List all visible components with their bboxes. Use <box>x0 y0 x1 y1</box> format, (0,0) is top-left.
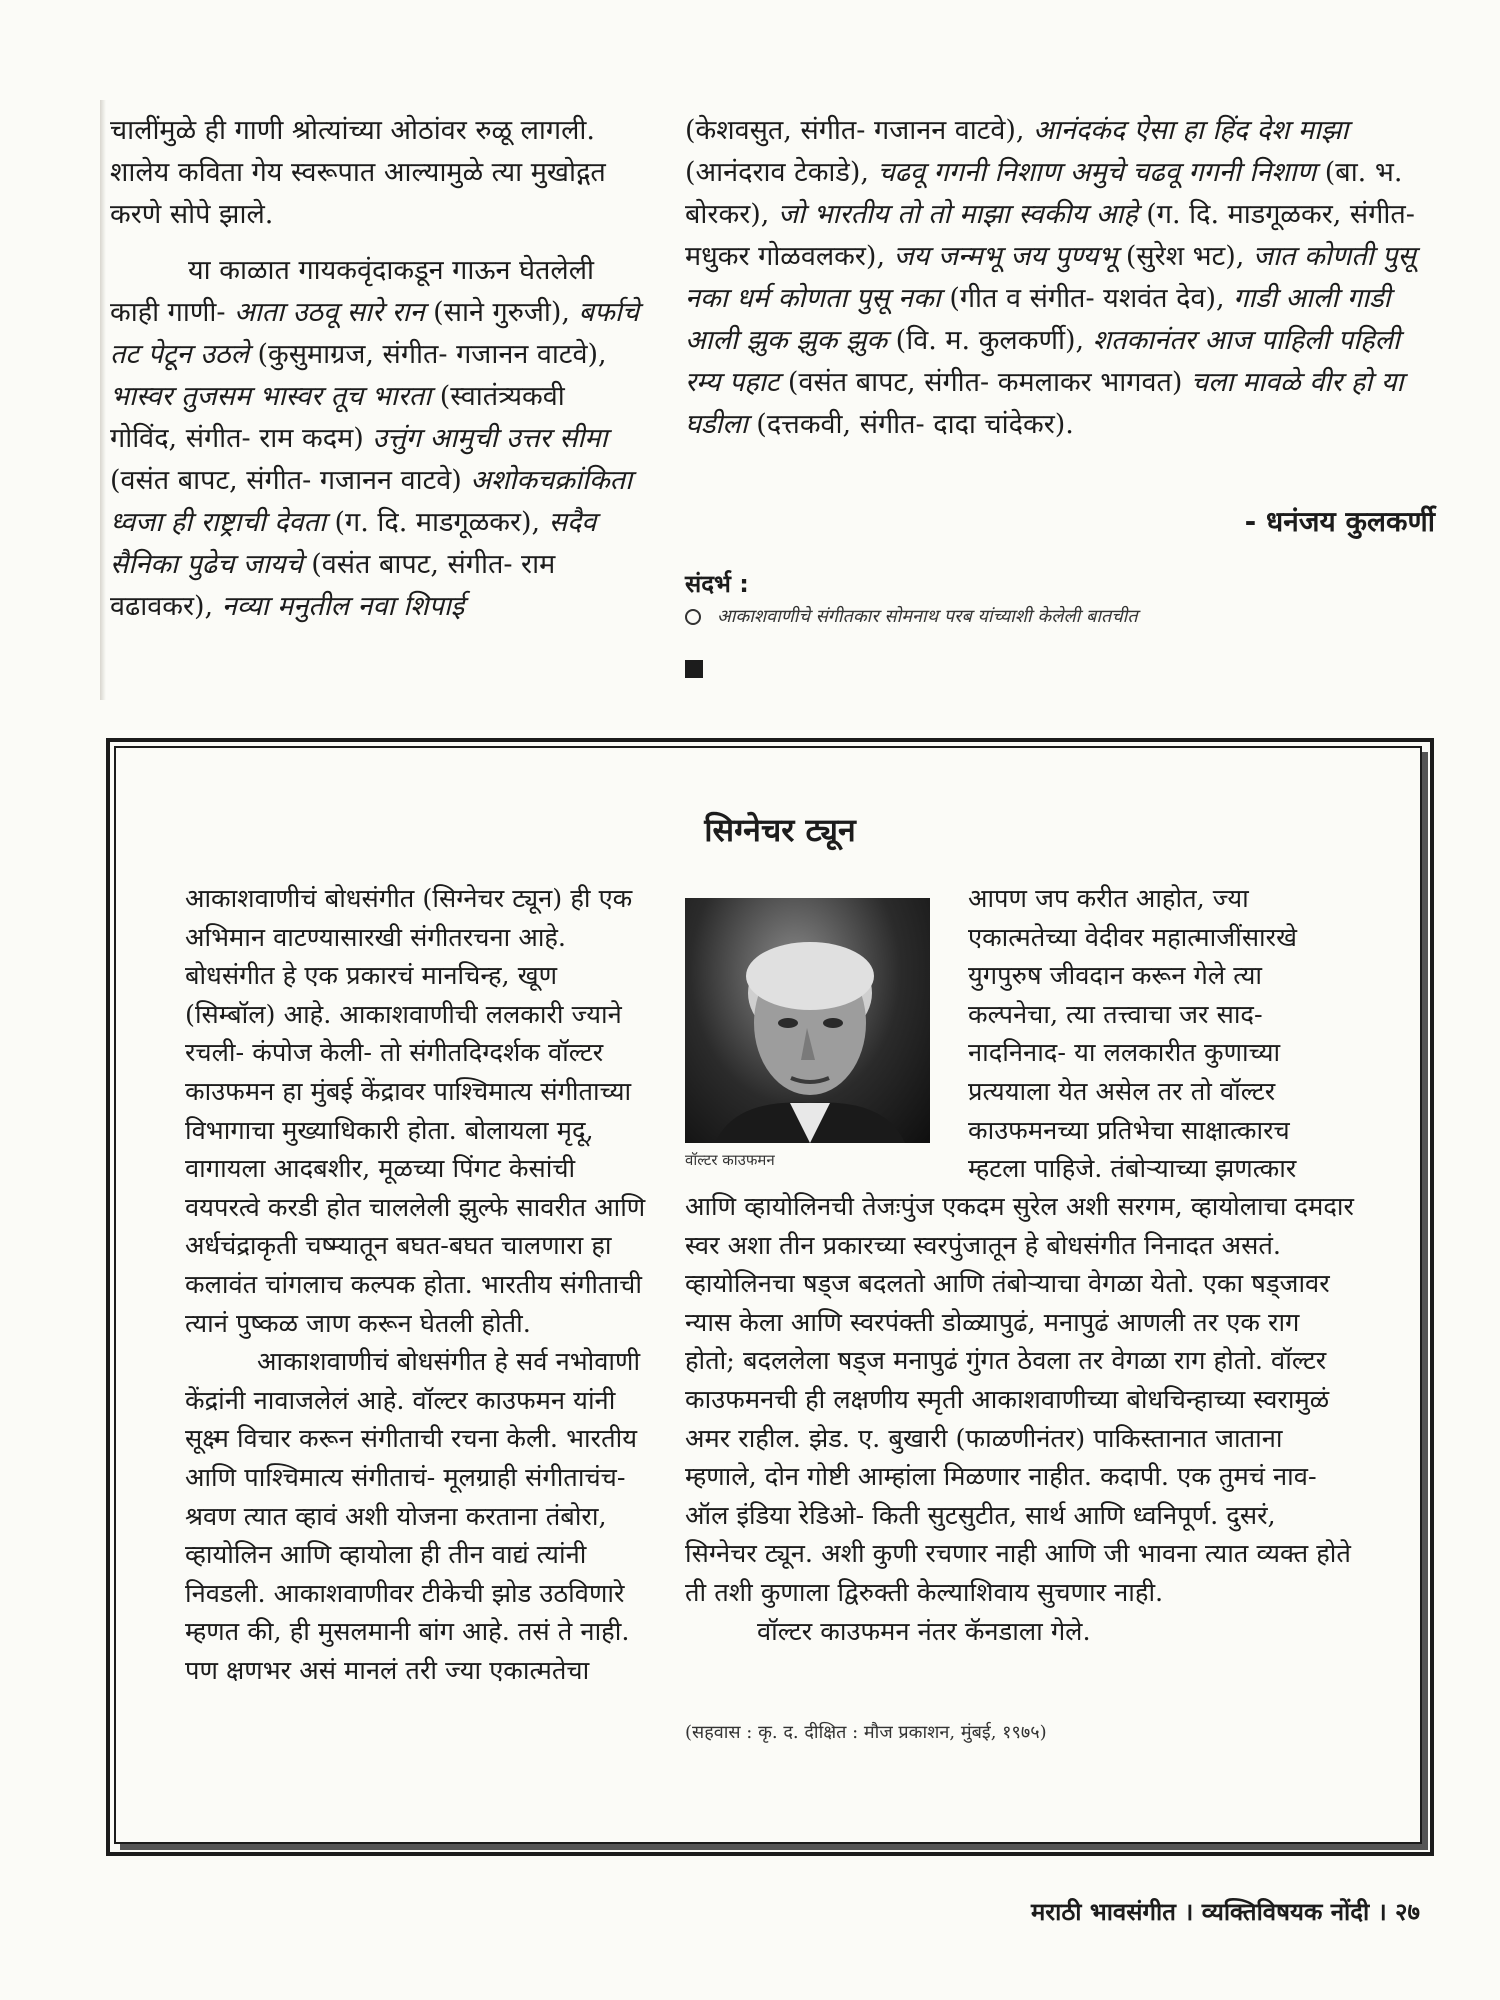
song-title: बर्फाचे तट पेटून उठले <box>110 297 639 370</box>
song-title: चढवू गगनी निशाण अमुचे चढवू गगनी निशाण <box>877 157 1317 188</box>
reference-heading: संदर्भ : <box>685 570 749 598</box>
left-paragraph-1: चालींमुळे ही गाणी श्रोत्यांच्या ओठांवर रुळू लागली. शालेय कविता गेय स्वरूपात आल्यामुळे त्या मुखोद्गत करणे सोपे झाले. <box>110 115 606 230</box>
box-right-top-paragraph: आपण जप करीत आहोत, ज्या एकात्मतेच्या वेदीवर महात्माजींसारखे युगपुरुष जीवदान करून गेले त्या कल्पनेचा, त्या तत्त्वाचा जर साद-नादनिनाद- या ललकारीत कुणाच्या प्रत्ययाला येत असेल तर तो वॉल्टर काउफमनच्या प्रतिभेचा साक्षात्कारच म्हटला पाहिजे. तंबोऱ्याच्या झणत्कार <box>968 884 1297 1185</box>
right-paragraph <box>685 110 1430 446</box>
reference-item <box>685 604 1445 628</box>
box-left-column <box>185 880 650 1690</box>
page-gutter-shadow <box>100 100 106 700</box>
song-title: उत्तुंग आमुची उत्तर सीमा <box>372 423 608 454</box>
portrait-illustration <box>685 898 930 1143</box>
left-column <box>110 110 640 642</box>
box-left-paragraph-1: आकाशवाणीचं बोधसंगीत (सिग्नेचर ट्यून) ही एक अभिमान वाटण्यासारखी संगीतरचना आहे. बोधसंगीत हे एक प्रकारचं मानचिन्ह, खूण (सिम्बॉल) आहे. आकाशवाणीची ललकारी ज्याने रचली- कंपोज केली- तो संगीतदिग्दर्शक वॉल्टर काउफमन हा मुंबई केंद्रावर पाश्चिमात्य संगीताच्या विभागाचा मुख्याधिकारी होता. बोलायला मृदू, वागायला आदबशीर, मूळच्या पिंगट केसांची वयपरत्वे करडी होत चाललेली झुल्फे सावरीत आणि अर्धचंद्राकृती चष्म्यातून बघत-बघत चालणारा हा कलावंत चांगलाच कल्पक होता. भारतीय संगीताची त्यानं पुष्कळ जाण करून घेतली होती. <box>185 884 646 1339</box>
author-signature: - धनंजय कुलकर्णी <box>1244 505 1435 538</box>
reference-item-text: आकाशवाणीचे संगीतकार सोमनाथ परब यांच्याशी केलेली बातचीत <box>717 606 1138 627</box>
song-credit: (वि. म. कुलकर्णी), <box>887 325 1093 356</box>
song-credit: (स्वातंत्र्यकवी गोविंद, संगीत- राम कदम) <box>110 381 565 454</box>
song-title: भास्वर तुजसम भास्वर तूच भारता <box>110 381 432 412</box>
song-title: जो भारतीय तो तो माझा स्वकीय आहे <box>777 199 1138 230</box>
box-title: सिग्नेचर ट्यून <box>704 811 856 849</box>
box-right-top-text <box>968 880 1338 1189</box>
song-credit: (वसंत बापट, संगीत- राम वढावकर), <box>110 549 556 622</box>
portrait-photo <box>685 898 930 1143</box>
song-title: नव्या मनुतील नवा शिपाई <box>221 591 465 622</box>
song-title: अशोकचक्रांकिता ध्वजा ही राष्ट्राची देवता <box>110 465 633 538</box>
song-credit: (ग. दि. माडगूळकर), <box>325 507 549 538</box>
circle-bullet-icon <box>685 609 701 625</box>
song-credit: (वसंत बापट, संगीत- गजानन वाटवे) <box>110 465 471 496</box>
song-title: चला मावळे वीर हो या घडीला <box>685 367 1404 440</box>
song-list <box>110 297 639 622</box>
song-title: आनंदकंद ऐसा हा हिंद देश माझा <box>1033 115 1349 146</box>
song-title: सदैव सैनिका पुढेच जायचे <box>110 507 597 580</box>
song-credit: (बा. भ. बोरकर), <box>685 157 1403 230</box>
song-credit: (केशवसुत, संगीत- गजानन वाटवे), <box>685 115 1034 146</box>
song-title: आता उठवू सारे रान <box>234 297 425 328</box>
source-citation: (सहवास : कृ. द. दीक्षित : मौज प्रकाशन, मुंबई, १९७५) <box>685 1722 1047 1743</box>
song-credit: (ग. दि. माडगूळकर, संगीत- मधुकर गोळवलकर), <box>685 199 1415 272</box>
page-footer: मराठी भावसंगीत । व्यक्तिविषयक नोंदी । २७ <box>1030 1898 1420 1926</box>
song-credit: (गीत व संगीत- यशवंत देव), <box>940 283 1234 314</box>
end-mark-square-icon <box>685 660 703 678</box>
box-right-last-line: वॉल्टर काउफमन नंतर कॅनडाला गेले. <box>757 1616 1091 1647</box>
song-credit: (कुसुमाग्रज, संगीत- गजानन वाटवे), <box>248 339 607 370</box>
song-title: जात कोणती पुसू नका धर्म कोणता पुसू नका <box>685 241 1416 314</box>
song-title: गाडी आली गाडी आली झुक झुक झुक <box>685 283 1391 356</box>
left-paragraph-2-intro: या काळात गायकवृंदाकडून गाऊन घेतलेली काही गाणी- <box>110 255 595 328</box>
right-column <box>685 110 1430 460</box>
song-credit: (वसंत बापट, संगीत- कमलाकर भागवत) <box>779 367 1191 398</box>
box-right-bottom-text <box>685 1188 1355 1651</box>
left-paragraph-2 <box>110 250 640 628</box>
song-credit: (दत्तकवी, संगीत- दादा चांदेकर). <box>747 409 1074 440</box>
song-credit: (साने गुरुजी), <box>424 297 579 328</box>
song-title: शतकानंतर आज पाहिली पहिली रम्य पहाट <box>685 325 1400 398</box>
song-credit: (आनंदराव टेकाडे), <box>685 157 878 188</box>
photo-caption: वॉल्टर काउफमन <box>685 1151 775 1169</box>
song-credit: (सुरेश भट), <box>1117 241 1253 272</box>
box-right-bottom-paragraph: आणि व्हायोलिनची तेजःपुंज एकदम सुरेल अशी सरगम, व्हायोलाचा दमदार स्वर अशा तीन प्रकारच्या स्वरपुंजातून हे बोधसंगीत निनादत असतं. व्हायोलिनचा षड्ज बदलतो आणि तंबोऱ्याचा वेगळा येतो. एका षड्जावर न्यास केला आणि स्वरपंक्ती डोळ्यापुढं, मनापुढं आणली तर एक राग होतो; बदललेला षड्ज मनापुढं गुंगत ठेवला तर वेगळा राग होतो. वॉल्टर काउफमनची ही लक्षणीय स्मृती आकाशवाणीच्या बोधचिन्हाच्या स्वरामुळं अमर राहील. झेड. ए. बुखारी (फाळणीनंतर) पाकिस्तानात जाताना म्हणाले, दोन गोष्टी आम्हांला मिळणार नाहीत. कदापी. एक तुमचं नाव- ऑल इंडिया रेडिओ- किती सुटसुटीत, सार्थ आणि ध्वनिपूर्ण. दुसरं, सिग्नेचर ट्यून. अशी कुणी रचणार नाही आणि जी भावना त्यात व्यक्त होते ती तशी कुणाला द्विरुक्ती केल्याशिवाय सुचणार नाही. <box>685 1192 1354 1608</box>
song-title: जय जन्मभू जय पुण्यभू <box>893 241 1118 272</box>
box-left-paragraph-2: आकाशवाणीचं बोधसंगीत हे सर्व नभोवाणी केंद्रांनी नावाजलेलं आहे. वॉल्टर काउफमन यांनी सूक्ष्म विचार करून संगीताची रचना केली. भारतीय आणि पाश्चिमात्य संगीताचं- मूलग्राही संगीताचंच- श्रवण त्यात व्हावं अशी योजना करताना तंबोरा, व्हायोलिन आणि व्हायोला ही तीन वाद्यं त्यांनी निवडली. आकाशवाणीवर टीकेची झोड उठविणारे म्हणत की, ही मुसलमानी बांग आहे. तसं ते नाही. पण क्षणभर असं मानलं तरी ज्या एकात्मतेचा <box>185 1347 641 1686</box>
